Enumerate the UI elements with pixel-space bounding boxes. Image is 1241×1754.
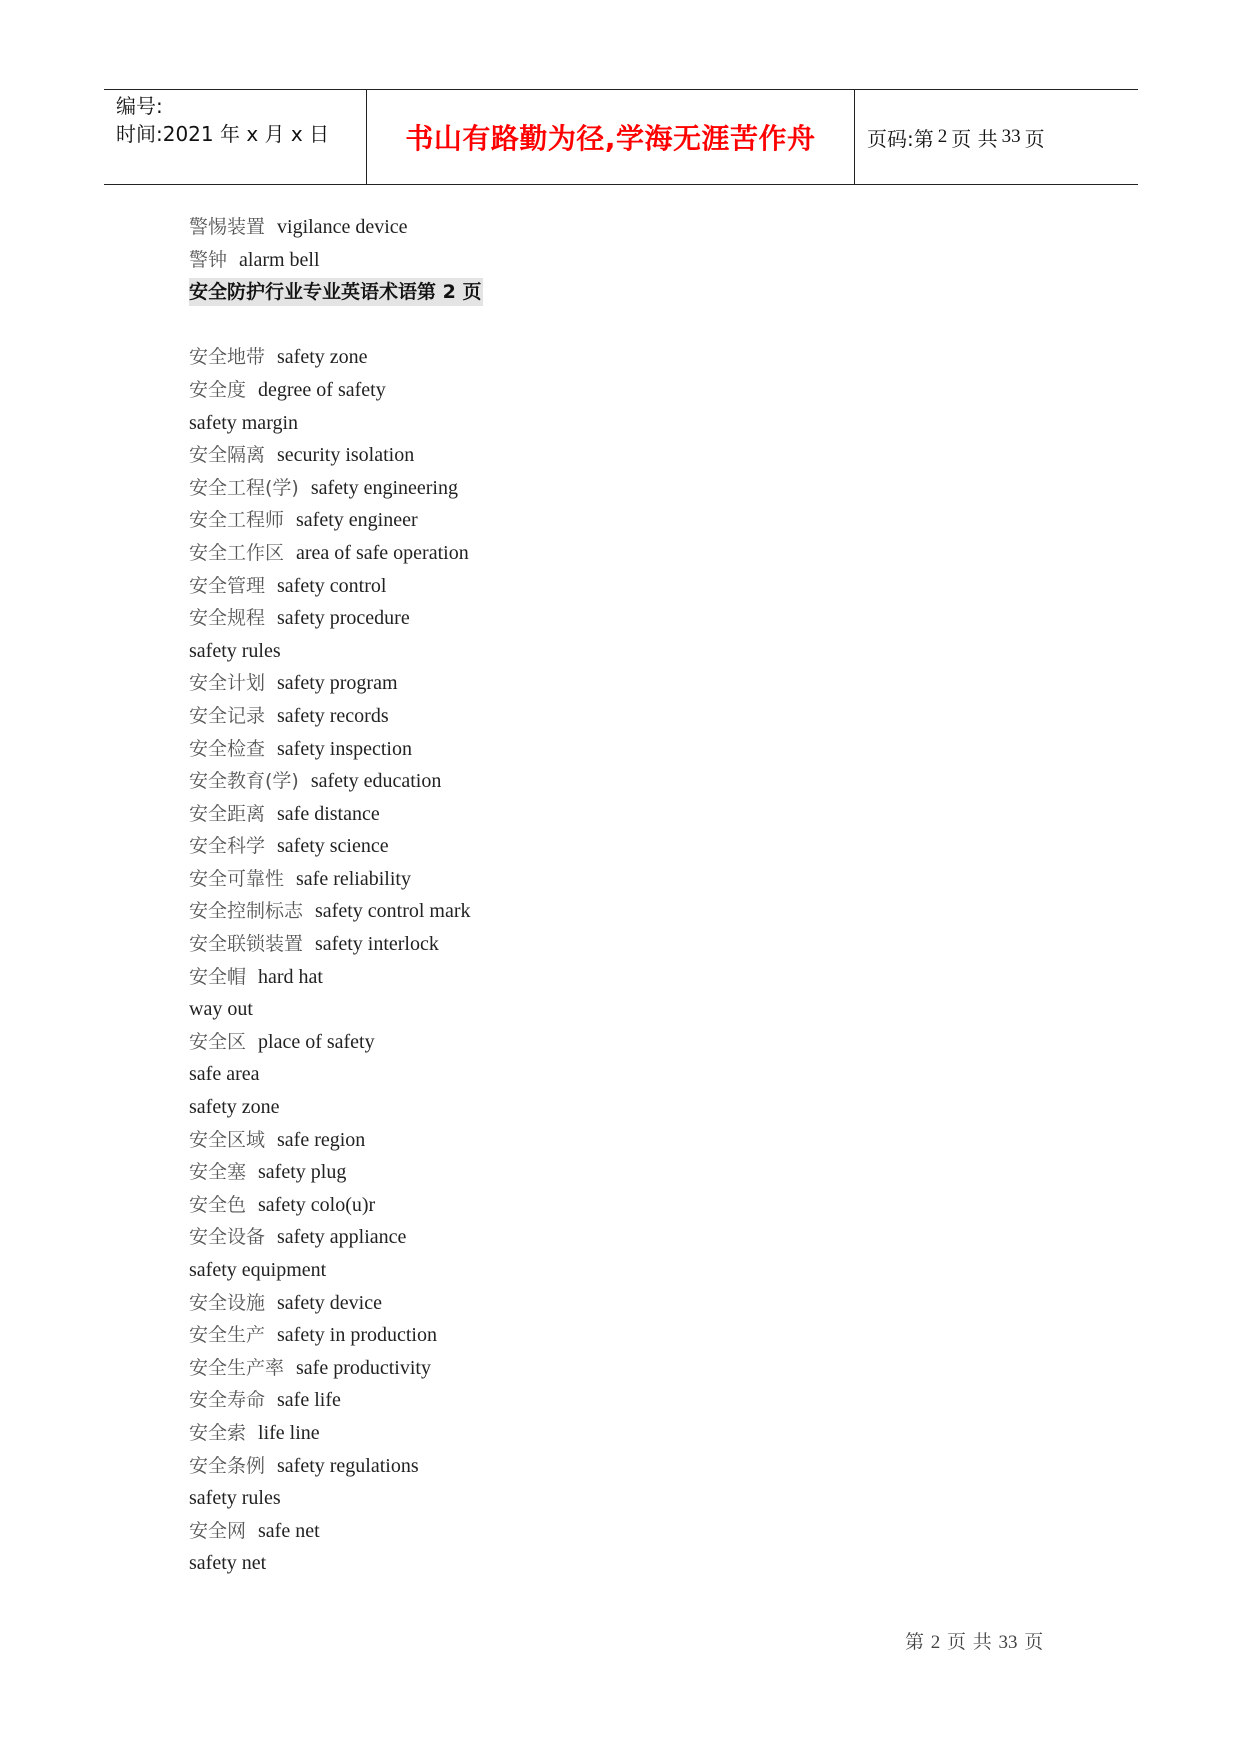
intro-list [189, 211, 1089, 276]
term-english: safe reliability [296, 867, 411, 890]
term-chinese: 安全检查 [189, 737, 266, 760]
term-english: safety margin [189, 411, 299, 434]
term-chinese: 安全工程(学) [189, 476, 299, 499]
term-chinese: 安全设施 [189, 1291, 266, 1314]
term-chinese: 安全教育(学) [189, 770, 299, 793]
term-english: safe distance [277, 802, 380, 825]
term-row [189, 993, 1089, 1026]
section-title-line [189, 276, 1089, 309]
term-row [189, 1058, 1089, 1091]
term-english: safety control mark [315, 900, 471, 923]
term-row [189, 863, 1089, 896]
term-row [189, 374, 1089, 407]
term-row [189, 961, 1089, 994]
term-row [189, 1515, 1089, 1548]
term-chinese: 安全度 [189, 378, 247, 401]
term-row [189, 1352, 1089, 1385]
term-english: safety control [277, 574, 387, 597]
term-row [189, 1450, 1089, 1483]
term-row [189, 830, 1089, 863]
term-chinese: 安全科学 [189, 835, 266, 858]
term-row [189, 537, 1089, 570]
header-page-info [855, 90, 1138, 184]
term-english: safety regulations [277, 1454, 419, 1477]
term-chinese: 安全色 [189, 1193, 247, 1216]
header-motto: 书山有路勤为径,学海无涯苦作舟 [367, 90, 855, 184]
document-time: 时间:2021 年 x 月 x 日 [116, 122, 330, 146]
term-chinese: 安全地带 [189, 346, 266, 369]
term-english: area of safe operation [296, 541, 469, 564]
term-row [189, 700, 1089, 733]
term-row [189, 733, 1089, 766]
term-row [189, 504, 1089, 537]
term-row [189, 211, 1089, 244]
term-chinese: 安全生产率 [189, 1356, 285, 1379]
page-prefix: 页码:第 [867, 126, 934, 151]
term-english: safety zone [277, 346, 368, 369]
term-english: safety net [189, 1552, 267, 1575]
blank-line [189, 309, 1089, 342]
term-english: way out [189, 998, 253, 1021]
page-current: 2 [937, 126, 948, 147]
term-english: life line [258, 1421, 320, 1444]
term-row [189, 1319, 1089, 1352]
term-english: safety inspection [277, 737, 412, 760]
page-footer: 第 2 页 共 33 页 [905, 1632, 1044, 1653]
term-row [189, 667, 1089, 700]
term-chinese: 安全记录 [189, 704, 266, 727]
term-row [189, 1254, 1089, 1287]
term-english: safety engineer [296, 509, 418, 532]
term-chinese: 警惕装置 [189, 216, 266, 238]
term-row [189, 244, 1089, 277]
term-chinese: 安全区 [189, 1030, 247, 1053]
term-row [189, 602, 1089, 635]
term-row [189, 765, 1089, 798]
term-row [189, 1287, 1089, 1320]
term-chinese: 安全可靠性 [189, 867, 285, 890]
term-english: safe region [277, 1128, 366, 1151]
term-chinese: 安全工作区 [189, 541, 285, 564]
term-english: safety rules [189, 639, 281, 662]
page-mid: 页 共 [951, 126, 998, 151]
term-english: safe area [189, 1063, 260, 1086]
term-english: safety rules [189, 1487, 281, 1510]
term-english: safety in production [277, 1324, 437, 1347]
term-english: safety records [277, 704, 389, 727]
term-english: security isolation [277, 444, 415, 467]
term-row [189, 1384, 1089, 1417]
section-title: 安全防护行业专业英语术语第 2 页 [189, 278, 483, 306]
term-chinese: 安全网 [189, 1519, 247, 1542]
term-row [189, 341, 1089, 374]
term-english: safety interlock [315, 933, 439, 956]
term-row [189, 1156, 1089, 1189]
term-chinese: 安全生产 [189, 1324, 266, 1347]
term-row [189, 1547, 1089, 1580]
term-chinese: 安全规程 [189, 607, 266, 630]
document-body [189, 211, 1089, 1580]
term-chinese: 安全索 [189, 1421, 247, 1444]
page-header [104, 89, 1138, 185]
term-row [189, 1417, 1089, 1450]
term-row [189, 1221, 1089, 1254]
term-chinese: 安全管理 [189, 574, 266, 597]
term-english: vigilance device [277, 216, 408, 238]
term-row [189, 570, 1089, 603]
term-row [189, 1091, 1089, 1124]
term-chinese: 安全控制标志 [189, 900, 304, 923]
term-english: degree of safety [258, 378, 386, 401]
term-row [189, 1124, 1089, 1157]
term-chinese: 安全区域 [189, 1128, 266, 1151]
term-chinese: 安全塞 [189, 1161, 247, 1184]
term-list [189, 341, 1089, 1580]
page-suffix: 页 [1024, 126, 1045, 151]
term-english: safety device [277, 1291, 382, 1314]
term-row [189, 407, 1089, 440]
term-chinese: 安全联锁装置 [189, 933, 304, 956]
term-english: safety zone [189, 1096, 280, 1119]
term-row [189, 928, 1089, 961]
term-chinese: 安全计划 [189, 672, 266, 695]
term-chinese: 安全设备 [189, 1226, 266, 1249]
term-row [189, 1482, 1089, 1515]
term-row [189, 472, 1089, 505]
term-row [189, 635, 1089, 668]
term-english: safety colo(u)r [258, 1193, 376, 1216]
page-total: 33 [1001, 126, 1021, 147]
term-chinese: 安全距离 [189, 802, 266, 825]
term-english: place of safety [258, 1030, 375, 1053]
term-chinese: 安全寿命 [189, 1389, 266, 1412]
header-meta [104, 90, 367, 184]
term-english: safe productivity [296, 1356, 431, 1379]
term-chinese: 安全工程师 [189, 509, 285, 532]
term-english: safety appliance [277, 1226, 407, 1249]
document-number-label: 编号: [116, 94, 163, 118]
term-english: safety science [277, 835, 389, 858]
term-english: safety program [277, 672, 398, 695]
term-chinese: 警钟 [189, 248, 228, 271]
term-english: safety equipment [189, 1259, 327, 1281]
term-english: safe life [277, 1389, 341, 1412]
term-row [189, 1026, 1089, 1059]
term-row [189, 1189, 1089, 1222]
term-english: safe net [258, 1519, 320, 1542]
term-row [189, 439, 1089, 472]
term-english: hard hat [258, 965, 323, 988]
term-chinese: 安全帽 [189, 965, 247, 988]
term-chinese: 安全隔离 [189, 444, 266, 467]
term-row [189, 798, 1089, 831]
term-english: safety education [310, 770, 442, 793]
term-row [189, 895, 1089, 928]
term-english: alarm bell [239, 248, 320, 271]
term-english: safety engineering [310, 476, 458, 499]
term-english: safety procedure [277, 607, 410, 630]
term-english: safety plug [258, 1161, 347, 1184]
term-chinese: 安全条例 [189, 1454, 266, 1477]
